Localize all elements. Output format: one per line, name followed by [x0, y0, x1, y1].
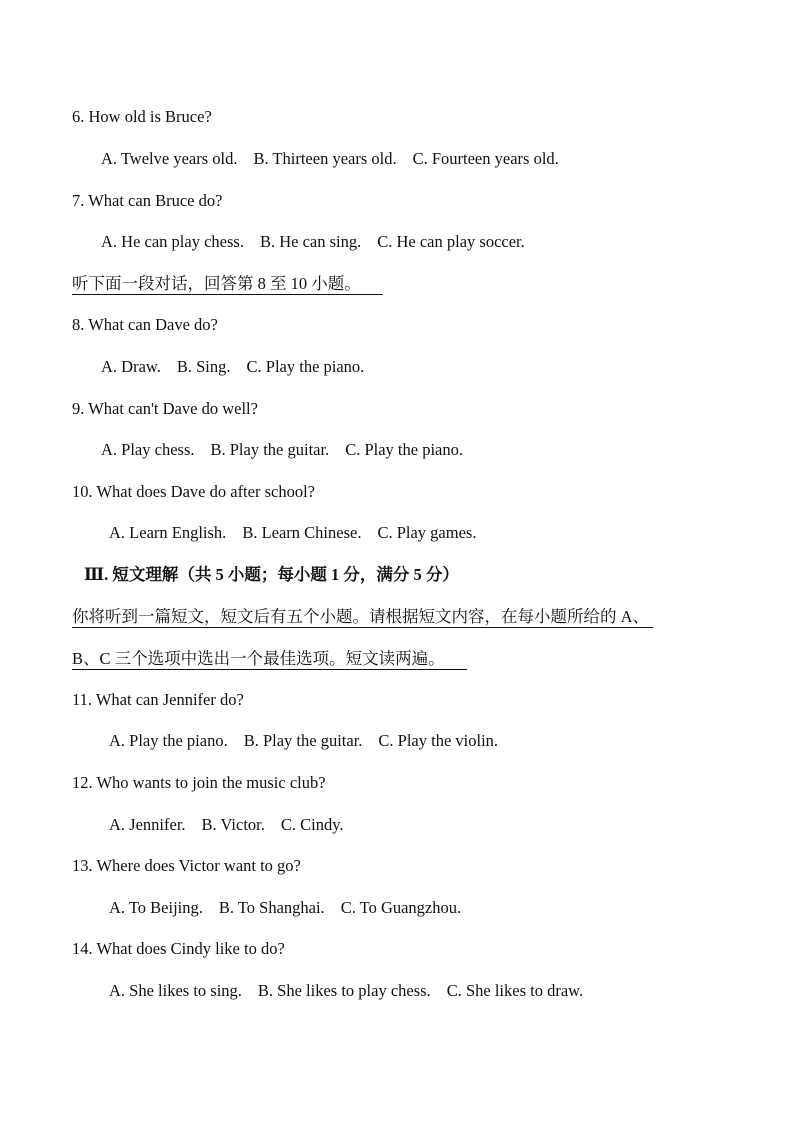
option-c[interactable]: C. He can play soccer.: [377, 232, 525, 251]
option-b[interactable]: B. Learn Chinese.: [242, 523, 362, 542]
option-a[interactable]: A. Draw.: [101, 357, 161, 376]
option-b[interactable]: B. Play the guitar.: [210, 440, 330, 459]
question-8: 8. What can Dave do?: [72, 315, 218, 334]
option-b[interactable]: B. Thirteen years old.: [253, 149, 397, 168]
instruction-text: B、C 三个选项中选出一个最佳选项。短文读两遍。: [72, 649, 467, 670]
options-9: [101, 440, 463, 460]
option-b[interactable]: B. She likes to play chess.: [257, 981, 431, 1000]
options-14: [109, 981, 583, 1001]
option-a[interactable]: A. To Beijing.: [109, 898, 203, 917]
option-b[interactable]: B. Sing.: [176, 357, 231, 376]
question-12: 12. Who wants to join the music club?: [72, 773, 326, 792]
section-heading: Ⅲ. 短文理解（共 5 小题；每小题 1 分，满分 5 分）: [84, 565, 459, 584]
option-a[interactable]: A. Play the piano.: [109, 731, 228, 750]
option-a[interactable]: A. Play chess.: [101, 440, 195, 459]
option-b[interactable]: B. To Shanghai.: [218, 898, 325, 917]
instruction-passage-line-1: [72, 607, 653, 627]
option-c[interactable]: C. Play the piano.: [246, 357, 365, 376]
question-7: 7. What can Bruce do?: [72, 191, 223, 210]
option-a[interactable]: A. She likes to sing.: [109, 981, 242, 1000]
question-10: 10. What does Dave do after school?: [72, 482, 315, 501]
option-c[interactable]: C. Play the piano.: [345, 440, 463, 459]
instruction-text: 你将听到一篇短文，短文后有五个小题。请根据短文内容，在每小题所给的 A、: [72, 607, 653, 628]
option-c[interactable]: C. Cindy.: [280, 815, 344, 834]
options-7: [101, 232, 525, 252]
options-12: [109, 815, 344, 835]
option-c[interactable]: C. To Guangzhou.: [340, 898, 462, 917]
instruction-text: 听下面一段对话，回答第 8 至 10 小题。: [72, 274, 383, 295]
option-a[interactable]: A. Jennifer.: [109, 815, 186, 834]
question-14: 14. What does Cindy like to do?: [72, 939, 285, 958]
option-a[interactable]: A. He can play chess.: [101, 232, 244, 251]
option-b[interactable]: B. Victor.: [201, 815, 265, 834]
instruction-dialogue: [72, 274, 383, 294]
options-11: [109, 731, 498, 751]
option-c[interactable]: C. Play the violin.: [378, 731, 499, 750]
option-a[interactable]: A. Twelve years old.: [101, 149, 238, 168]
options-13: [109, 898, 461, 918]
option-b[interactable]: B. He can sing.: [259, 232, 362, 251]
question-6: 6. How old is Bruce?: [72, 107, 212, 126]
option-a[interactable]: A. Learn English.: [109, 523, 227, 542]
option-b[interactable]: B. Play the guitar.: [243, 731, 363, 750]
options-6: [101, 149, 559, 169]
options-10: [109, 523, 476, 543]
question-13: 13. Where does Victor want to go?: [72, 856, 301, 875]
option-c[interactable]: C. Play games.: [377, 523, 477, 542]
options-8: [101, 357, 364, 377]
option-c[interactable]: C. Fourteen years old.: [412, 149, 559, 168]
option-c[interactable]: C. She likes to draw.: [446, 981, 584, 1000]
instruction-passage-line-2: [72, 649, 467, 669]
question-9: 9. What can't Dave do well?: [72, 399, 258, 418]
question-11: 11. What can Jennifer do?: [72, 690, 244, 709]
